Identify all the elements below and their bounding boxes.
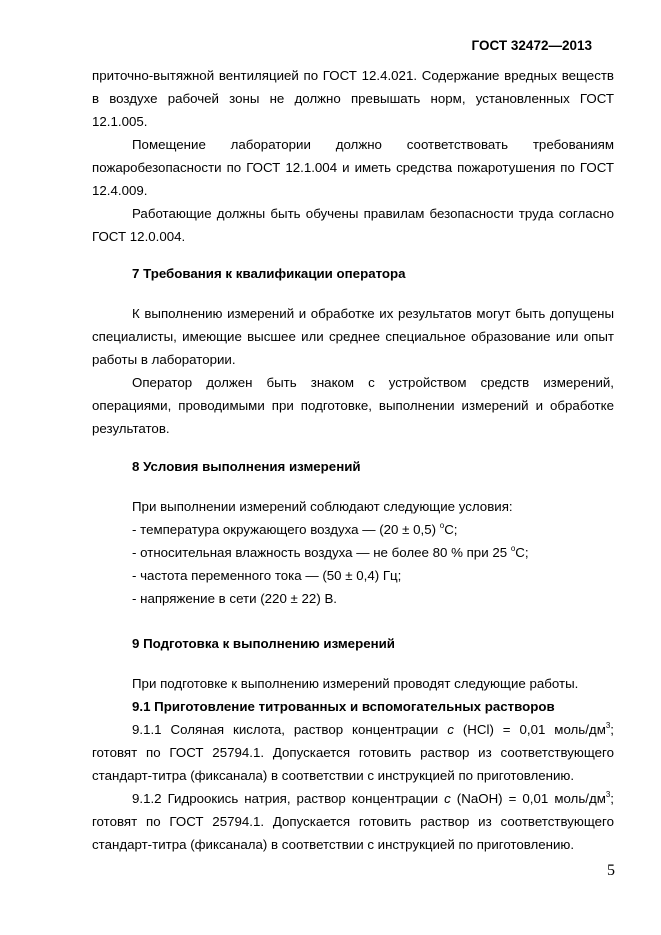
paragraph-ventilation: приточно-вытяжной вентиляцией по ГОСТ 12.4.021. Содержание вредных веществ в воздухе рабочей зоны не должно превышать норм, установленных ГОСТ 12.1.005. [92,68,614,129]
section-9 [92,632,614,655]
section-8 [92,455,614,478]
section-8-body [92,495,614,610]
section-9-body [92,672,614,856]
paragraph-fire-safety: Помещение лаборатории должно соответствовать требованиям пожаробезопасности по ГОСТ 12.1.004 и иметь средства пожаротушения по ГОСТ 12.4.009. [92,137,614,198]
condition-humidity: - относительная влажность воздуха — не более 80 % при 25 $^о$C; [132,544,529,560]
condition-temperature: - температура окружающего воздуха — (20 ± 0,5) $^о$C; [132,521,458,537]
page-number: 5 [607,862,615,879]
condition-frequency: - частота переменного тока — (50 ± 0,4) Гц; [132,568,402,583]
section-6-tail [92,64,614,248]
conditions-intro: При выполнении измерений соблюдают следующие условия: [132,499,513,514]
document-header: ГОСТ 32472—2013 [471,38,592,53]
section-9-title: 9 Подготовка к выполнению измерений [132,636,395,651]
section-7-body [92,302,614,440]
paragraph-9-1-2: 9.1.2 Гидроокись натрия, раствор концентрации c (NaOH) = 0,01 моль/$дм^3$; готовят по ГОСТ 25794.1. Допускается готовить раствор из соответствующего стандарт-титра (фиксанала) в соответствии с инструкцией по приготовлению. [92,790,614,852]
section-8-title: 8 Условия выполнения измерений [132,459,361,474]
paragraph-safety-training: Работающие должны быть обучены правилам безопасности труда согласно ГОСТ 12.0.004. [92,206,614,244]
preparation-intro: При подготовке к выполнению измерений проводят следующие работы. [132,676,579,691]
subsection-9-1-title: 9.1 Приготовление титрованных и вспомогательных растворов [132,699,555,714]
paragraph-operator-knowledge: Оператор должен быть знаком с устройством средств измерений, операциями, проводимыми при подготовке, выполнении измерений и обработке результатов. [92,375,614,436]
paragraph-operator-education: К выполнению измерений и обработке их результатов могут быть допущены специалисты, имеющие высшее или среднее специальное образование или опыт работы в лаборатории. [92,306,614,367]
section-7-title: 7 Требования к квалификации оператора [132,266,406,281]
section-7 [92,262,614,285]
paragraph-9-1-1: 9.1.1 Соляная кислота, раствор концентрации c (HCl) = 0,01 моль/$дм^3$; готовят по ГОСТ 25794.1. Допускается готовить раствор из соответствующего стандарт-титра (фиксанала) в соответствии с инструкцией по приготовлению. [92,721,614,783]
condition-voltage: - напряжение в сети (220 ± 22) В. [132,591,338,606]
